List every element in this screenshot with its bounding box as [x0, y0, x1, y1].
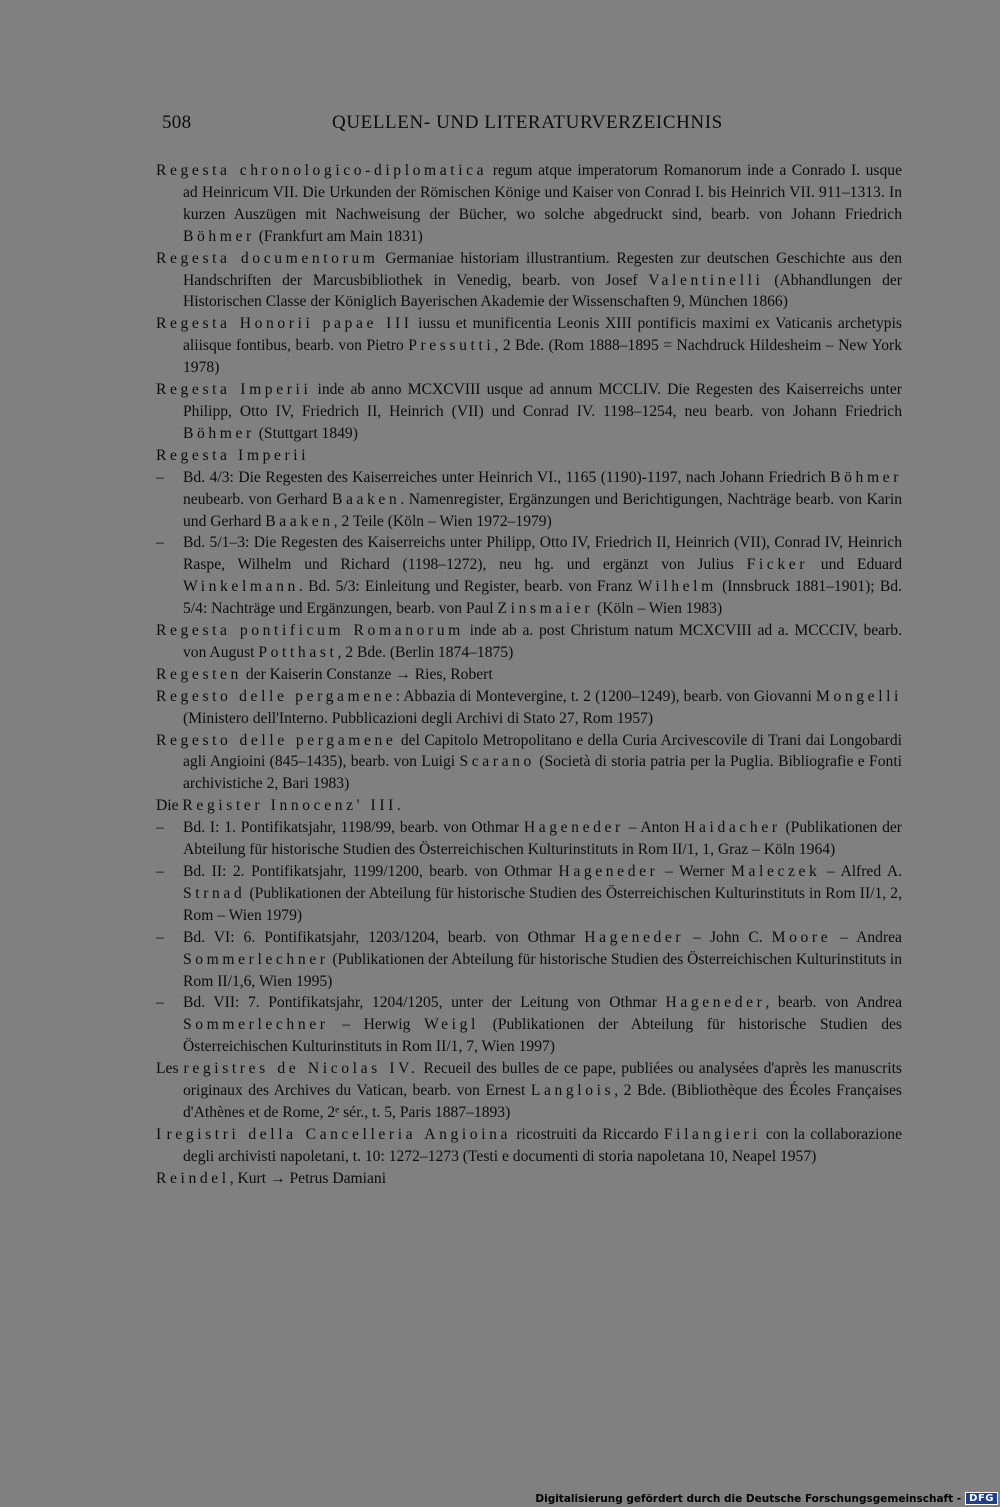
entry-text: – John C. [684, 928, 772, 946]
bibliography-entry [156, 664, 902, 686]
entry-text: , bearb. von Andrea [765, 994, 902, 1012]
entry-text: Bd. I: 1. Pontifikatsjahr, 1198/99, bearb. von Othmar [183, 819, 524, 837]
running-title: QUELLEN- UND LITERATURVERZEICHNIS [332, 112, 723, 133]
entry-title-spaced: Regesto delle pergamene [156, 731, 397, 749]
bibliography-entry [156, 730, 902, 796]
author-name: Haidacher [684, 819, 781, 837]
entry-text: con la collaborazione degli archivisti napoletani, t. 10: 1272–1273 (Testi e documenti di storia napoletana 10, Neapel 1957) [183, 1125, 903, 1165]
entry-text: ricostruiti da Riccardo [511, 1125, 664, 1143]
entry-text: , 2 Bde. (Bibliothèque des Écoles Françaises d'Athènes et de Rome, 2ᵉ sér., t. 5, Paris 1887–1893) [183, 1082, 902, 1121]
bibliography-entry [156, 445, 902, 467]
entry-text: (Società di storia patria per la Puglia. Bibliografie e Fonti archivistiche 2, Bari 1983) [183, 753, 902, 793]
bibliography-subentry [156, 532, 902, 620]
author-name: Maleczek [731, 863, 821, 880]
entry-text: Bd. 4/3: Die Regesten des Kaiserreiches unter Heinrich VI., 1165 (1190)-1197, nach Johann Friedrich [183, 468, 831, 486]
entry-text: (Publikationen der Abteilung für historische Studien des Österreichischen Kulturinstituts in Rom II/1, 2, Rom – Wien 1979) [183, 884, 902, 924]
bibliography-entry [156, 795, 902, 817]
bibliography-entry [156, 248, 902, 314]
entry-text: del Capitolo Metropolitano e della Curia Arcivescovile di Trani dai Longobardi agli Angioini (845–1435), bearb. von Luigi [183, 731, 902, 771]
bibliography-subentry [156, 861, 902, 927]
author-name: Sommerlechner [183, 950, 329, 968]
author-name: Mongelli [816, 687, 902, 705]
entry-text: Bd. VII: 7. Pontifikatsjahr, 1204/1205, unter der Leitung von Othmar [183, 994, 666, 1012]
entry-text: (Ministero dell'Interno. Pubblicazioni degli Archivi di Stato 27, Rom 1957) [183, 709, 654, 727]
entry-text: und Eduard [808, 556, 902, 574]
entry-lead: Die [156, 797, 183, 815]
entry-text: neubearb. von Gerhard [183, 490, 332, 508]
bibliography-subentry [156, 927, 902, 993]
entry-text: Bd. VI: 6. Pontifikatsjahr, 1203/1204, bearb. von Othmar [183, 928, 585, 946]
entry-text: (Abhandlungen der Historischen Classe der Königlich Bayerischen Akademie der Wissenschaften 9, München 1866) [183, 271, 902, 311]
bibliography-entry [156, 1058, 902, 1124]
entry-text: regum atque imperatorum Romanorum inde a Conrado I. usque ad Heinricum VII. Die Urkunden der Römischen Könige und Kaiser von Conrad I. bis Heinrich VII. 911–1313. In kurzen Auszügen mit Nachweisung der Bücher, wo solche abgedruckt sind, bearb. von Johann Friedrich [183, 162, 903, 223]
author-name: Weigl [424, 1016, 479, 1034]
author-name: Baaken [265, 512, 334, 530]
author-name: Valentinelli [648, 271, 764, 289]
entry-text: (Innsbruck 1881–1901); Bd. 5/4: Nachträge und Ergänzungen, bearb. von Paul [183, 578, 903, 618]
author-name: Scarano [459, 753, 535, 771]
author-name: Pressutti [408, 337, 495, 355]
bibliography-subentry [156, 817, 902, 861]
bibliography-entry [156, 1168, 902, 1190]
author-name: Potthast [258, 643, 338, 661]
entry-text: , 2 Bde. (Rom 1888–1895 = Nachdruck Hildesheim – New York 1978) [183, 337, 902, 377]
list-dash: – [156, 819, 164, 837]
entry-text: inde ab a. post Christum natum MCXCVIII ad a. MCCCIV, bearb. von August [183, 622, 902, 661]
author-name: Baaken [331, 490, 401, 508]
author-name: Winkelmann [183, 578, 299, 596]
page-number: 508 [162, 112, 192, 133]
bibliography-entry [156, 620, 902, 664]
entry-title-spaced: Regesten [156, 665, 242, 683]
list-dash: – [156, 534, 164, 552]
entry-text: – Anton [623, 819, 685, 837]
bibliography-entry [156, 379, 902, 445]
list-dash: – [156, 468, 164, 486]
dfg-logo: DFG [965, 1492, 998, 1505]
list-dash: – [156, 994, 164, 1012]
author-name: Hageneder [523, 819, 624, 837]
entry-title-spaced: Regesta chronologico-diplomatica [156, 162, 488, 179]
entry-text: inde ab anno MCXCVIII usque ad annum MCCLIV. Die Regesten des Kaiserreichs unter Philipp, Otto IV, Friedrich II, Heinrich (VII) und Conrad IV. 1198–1254, neu bearb. von Johann Friedrich [183, 381, 902, 420]
bibliography-list [156, 160, 902, 1190]
digitization-footer [535, 1492, 998, 1505]
entry-text: (Stuttgart 1849) [254, 424, 358, 442]
author-name: Zinsmaier [497, 600, 594, 618]
author-name: Ficker [746, 556, 809, 574]
entry-text: : Abbazia di Montevergine, t. 2 (1200–1249), bearb. von Giovanni [395, 687, 817, 705]
entry-text: , 2 Teile (Köln – Wien 1972–1979) [333, 512, 552, 530]
entry-text: (Publikationen der Abteilung für historische Studien des Österreichischen Kulturinstituts in Rom II/1, 7, Wien 1997) [183, 1016, 902, 1056]
list-dash: – [156, 863, 164, 880]
entry-title-spaced: Regesta pontificum Romanorum [156, 622, 464, 640]
entry-text: (Köln – Wien 1983) [593, 600, 723, 618]
entry-text: Recueil des bulles de ce pape, publiées ou analysées d'après les manuscrits originaux des Archives du Vatican, bearb. von Ernest [183, 1060, 902, 1100]
entry-title-spaced: registri della Cancelleria Angioina [166, 1125, 512, 1143]
entry-text: (Frankfurt am Main 1831) [254, 227, 423, 245]
entry-text: Bd. II: 2. Pontifikatsjahr, 1199/1200, bearb. von Othmar [183, 863, 559, 880]
entry-text: Bd. 5/1–3: Die Regesten des Kaiserreichs unter Philipp, Otto IV, Friedrich II, Heinrich (VII), Conrad IV, Heinrich Raspe, Wilhelm und Richard (1198–1272), neu hg. und ergänzt von Julius [183, 534, 902, 574]
bibliography-entry [156, 160, 902, 248]
entry-title-spaced: registres de Nicolas IV. [183, 1060, 419, 1078]
entry-text: – Herwig [328, 1016, 425, 1034]
author-name: Hageneder [584, 928, 685, 946]
entry-title-spaced: Reindel [156, 1169, 230, 1187]
bibliography-subentry [156, 467, 902, 533]
entry-title-spaced: Regesta documentorum [156, 249, 379, 267]
entry-text: – Andrea [831, 928, 902, 946]
entry-title-spaced: Register Innocenz' III. [182, 797, 405, 815]
author-name: Filangieri [663, 1125, 761, 1143]
author-name: Sommerlechner [183, 1016, 329, 1034]
list-dash: – [156, 928, 164, 946]
entry-title-spaced: Regesta Honorii papae III [156, 315, 413, 333]
entry-title-spaced: Regesta Imperii [156, 446, 310, 464]
bibliography-subentry [156, 992, 902, 1058]
entry-text: (Publikationen der Abteilung für historische Studien des Österreichischen Kulturinstituts in Rom II/1, 1, Graz – Köln 1964) [183, 819, 902, 859]
author-name: Hageneder [665, 994, 766, 1012]
author-name: Böhmer [183, 424, 255, 442]
author-name: Hageneder [558, 863, 659, 880]
author-name: Moore [771, 928, 832, 946]
entry-text: , 2 Bde. (Berlin 1874–1875) [337, 643, 514, 661]
entry-text: (Publikationen der Abteilung für historische Studien des Österreichischen Kulturinstituts in Rom II/1,6, Wien 1995) [183, 950, 902, 990]
bibliography-entry [156, 686, 902, 730]
author-name: Böhmer [830, 468, 902, 486]
entry-title-spaced: Regesta Imperii [156, 381, 312, 399]
entry-text: , Kurt → Petrus Damiani [229, 1169, 387, 1187]
entry-text: iussu et munificentia Leonis XIII pontificis maximi ex Vaticanis archetypis aliisque fontibus, bearb. von Pietro [183, 315, 902, 355]
author-name: Strnad [183, 884, 246, 902]
entry-text: der Kaiserin Constanze → Ries, Robert [241, 665, 493, 683]
entry-text: – Werner [658, 863, 732, 880]
entry-title-spaced: Regesto delle pergamene [156, 687, 396, 705]
bibliography-entry [156, 1124, 902, 1168]
entry-text: Germaniae historiam illustrantium. Regesten zur deutschen Geschichte aus den Handschriften der Marcusbibliothek in Venedig, bearb. von Josef [183, 249, 903, 289]
entry-lead: Les [156, 1060, 184, 1078]
entry-text: . Namenregister, Ergänzungen und Berichtigungen, Nachträge bearb. von Karin und Gerhard [183, 490, 902, 530]
entry-text: . Bd. 5/3: Einleitung und Register, bearb. von Franz [298, 578, 638, 596]
entry-lead: I [156, 1125, 167, 1143]
author-name: Böhmer [183, 227, 255, 245]
footer-text: Digitalisierung gefördert durch die Deutsche Forschungsgemeinschaft - [535, 1492, 962, 1505]
author-name: Langlois [530, 1082, 615, 1100]
bibliography-entry [156, 313, 902, 379]
entry-text: – Alfred A. [820, 863, 902, 880]
author-name: Wilhelm [637, 578, 717, 596]
